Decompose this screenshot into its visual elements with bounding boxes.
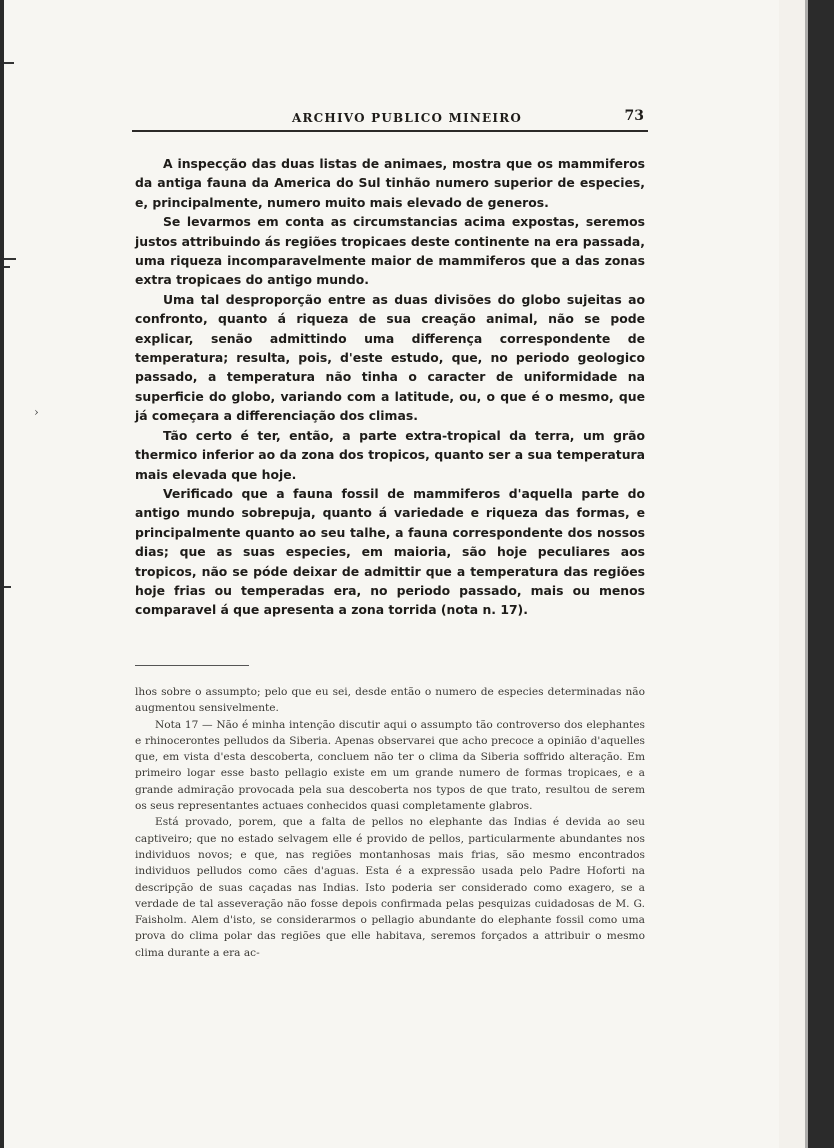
running-title: ARCHIVO PUBLICO MINEIRO xyxy=(292,111,523,125)
running-header xyxy=(132,108,648,130)
header-rule xyxy=(132,130,648,132)
paragraph: Tão certo é ter, então, a parte extra-tropical da terra, um grão thermico inferior ao da zona dos tropicos, quanto ser a sua temperatura mais elevada que hoje. xyxy=(135,427,645,482)
margin-mark: › xyxy=(34,405,39,419)
page-number: 73 xyxy=(624,108,644,124)
scan-edge-right xyxy=(808,0,834,1148)
footnote-17-continued: Está provado, porem, que a falta de pellos no elephante das Indias é devida ao seu captiveiro; que no estado selvagem elle é provido de pellos, particularmente abundantes nos individuos novos; e que, nas regiões montanhosas mais frias, são mesmo encontrados individuos pelludos como cães d'aguas. Esta é a expressão usada pelo Padre Hoforti na descripção de suas caçadas nas Indias. Isto poderia ser considerado como exagero, se a verdade de tal asseveração não fosse depois confirmada pelas pesquizas cuidadosas de M. G. Faisholm. Alem d'isto, se considerarmos o pellagio abundante do elephante fossil como uma prova do clima polar das regiões que elle habitava, seremos forçados a attribuir o mesmo clima durante a era ac- xyxy=(135,816,645,959)
paragraph: A inspecção das duas listas de animaes, mostra que os mammiferos da antiga fauna da America do Sul tinhão numero superior de especies, e, principalmente, numero muito mais elevado de generos. xyxy=(135,156,645,210)
paragraph: Uma tal desproporção entre as duas divisões do globo sujeitas ao confronto, quanto á riqueza de sua creação animal, não se pode explicar, senão admittindo uma differença correspondente de temperatura; resulta, pois, d'este estudo, que, no periodo geologico passado, a temperatura não tinha o caracter de uniformidade na superficie do globo, variando com a latitude, ou, o que é o mesmo, que já começara a differenciação dos climas. xyxy=(135,291,645,424)
footnote-17: Nota 17 — Não é minha intenção discutir aqui o assumpto tão controverso dos elephantes e rhinocerontes pelludos da Siberia. Apenas observarei que acho precoce a opinião d'aquelles que, em vista d'esta descoberta, concluem não ter o clima da Siberia soffrido alteração. Em primeiro logar esse basto pellagio existe em um grande numero de formas tropicaes, e a grande admiração provocada pela sua descoberta nos typos de que trato, resultou de serem os seus representantes actuaes conhecidos quasi completamente glabros. xyxy=(135,718,645,813)
main-text xyxy=(135,154,645,620)
paragraph: Se levarmos em conta as circumstancias acima expostas, seremos justos attribuindo ás regiões tropicaes deste continente na era passada, uma riqueza incomparavelmente maior de mammiferos que a das zonas extra tropicaes do antigo mundo. xyxy=(135,214,645,288)
footnote-continuation: lhos sobre o assumpto; pelo que eu sei, desde então o numero de especies determinadas não augmentou sensivelmente. xyxy=(135,686,645,715)
page xyxy=(4,0,779,1148)
footnote-rule xyxy=(135,665,249,666)
footnotes xyxy=(135,684,645,961)
paragraph: Verificado que a fauna fossil de mammiferos d'aquella parte do antigo mundo sobrepuja, quanto á variedade e riqueza das formas, e principalmente quanto ao seu talhe, a fauna correspondente dos nossos dias; que as suas especies, em maioria, são hoje peculiares aos tropicos, não se póde deixar de admittir que a temperatura das regiões hoje frias ou temperadas era, no periodo passado, mais ou menos comparavel á que apresenta a zona torrida (nota n. 17). xyxy=(135,485,645,618)
